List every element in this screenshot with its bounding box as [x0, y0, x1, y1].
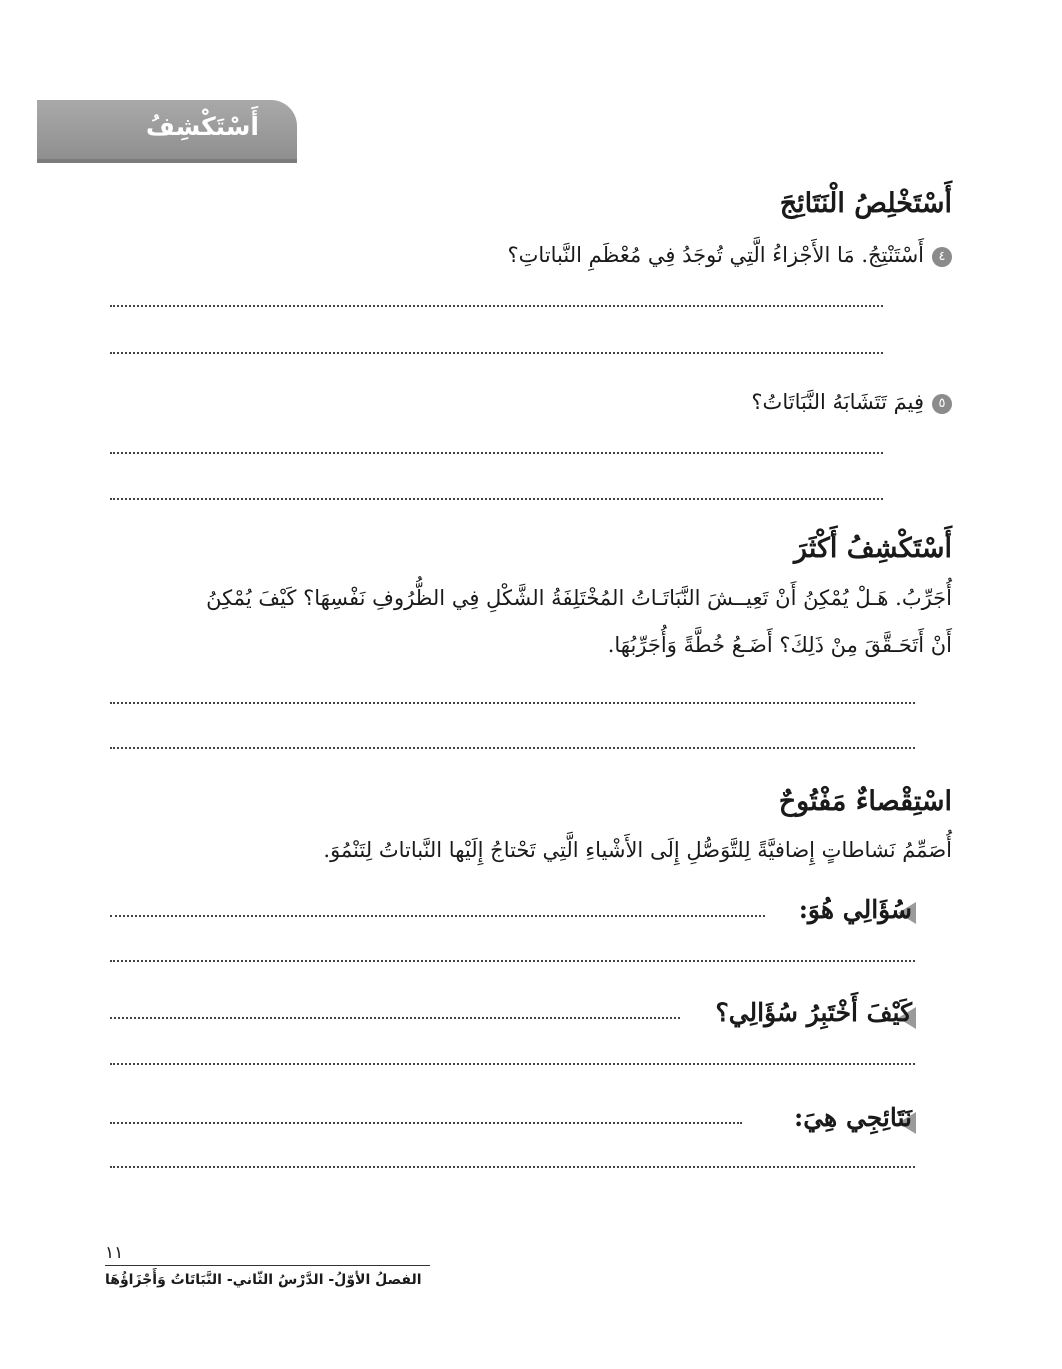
- answer-line[interactable]: [110, 352, 883, 354]
- explore-more-line-2: أَنْ أَتَحَـقَّقَ مِنْ ذَلِكَ؟ أَضَـعُ خُطَّةً وَأُجَرِّبُهَا.: [607, 633, 952, 657]
- prompt-question: سُؤَالِي هُوَ:: [798, 895, 912, 924]
- question-5: [751, 390, 952, 414]
- footer-text: الفصلُ الأوّلُ- الدَّرْسُ الثّاني- النَّبَاتَاتُ وَأَجْزَاؤُهَا: [105, 1272, 422, 1288]
- answer-line[interactable]: [110, 747, 915, 749]
- answer-line[interactable]: [110, 305, 883, 307]
- section-tab: [37, 100, 297, 159]
- question-5-text: فِيمَ تَتَشَابَهُ النَّبَاتَاتُ؟: [751, 390, 924, 414]
- page-number: ١١: [105, 1243, 124, 1263]
- inquiry-heading: اسْتِقْصاءٌ مَفْتُوحٌ: [778, 786, 952, 817]
- answer-line[interactable]: [110, 915, 765, 917]
- question-4-number: ٤: [932, 247, 952, 267]
- explore-more-heading: أَسْتَكْشِفُ أَكْثَرَ: [793, 533, 952, 564]
- answer-line[interactable]: [110, 702, 915, 704]
- question-4-text: أَسْتَنْتِجُ. مَا الأَجْزاءُ الَّتِي تُوجَدُ فِي مُعْظَمِ النَّباتاتِ؟: [507, 243, 924, 267]
- answer-line[interactable]: [110, 960, 915, 962]
- explore-more-line-1: أُجَرِّبُ. هَـلْ يُمْكِنُ أَنْ تَعِيــشَ النَّبَاتَـاتُ المُخْتَلِفَةُ الشَّكْلِ فِي الظُّرُوفِ نَفْسِهَا؟ كَيْفَ يُمْكِنُ: [206, 586, 952, 610]
- answer-line[interactable]: [110, 452, 883, 454]
- answer-line[interactable]: [110, 498, 883, 500]
- answer-line[interactable]: [110, 1017, 680, 1019]
- answer-line[interactable]: [110, 1063, 915, 1065]
- explore-more-paragraph: [146, 575, 952, 669]
- prompt-test: كَيْفَ أَخْتَبِرُ سُؤَالِي؟: [715, 998, 912, 1027]
- conclusions-heading: أَسْتَخْلِصُ الْنَتَائِجَ: [779, 188, 952, 219]
- answer-line[interactable]: [110, 1122, 742, 1124]
- question-4: [508, 243, 953, 267]
- question-5-number: ٥: [932, 394, 952, 414]
- answer-line[interactable]: [110, 1166, 915, 1168]
- section-tab-label: أَسْتَكْشِفُ: [145, 112, 259, 141]
- footer-divider: [105, 1265, 430, 1266]
- prompt-results: نَتَائِجِي هِيَ:: [793, 1103, 912, 1132]
- inquiry-intro: أُصَمِّمُ نَشاطاتٍ إِضافيَّةً لِلتَّوَصُّلِ إِلَى الأَشْياءِ الَّتِي تَحْتاجُ إِلَيْها النَّباتاتُ لِتَنْمُوَ.: [323, 838, 952, 862]
